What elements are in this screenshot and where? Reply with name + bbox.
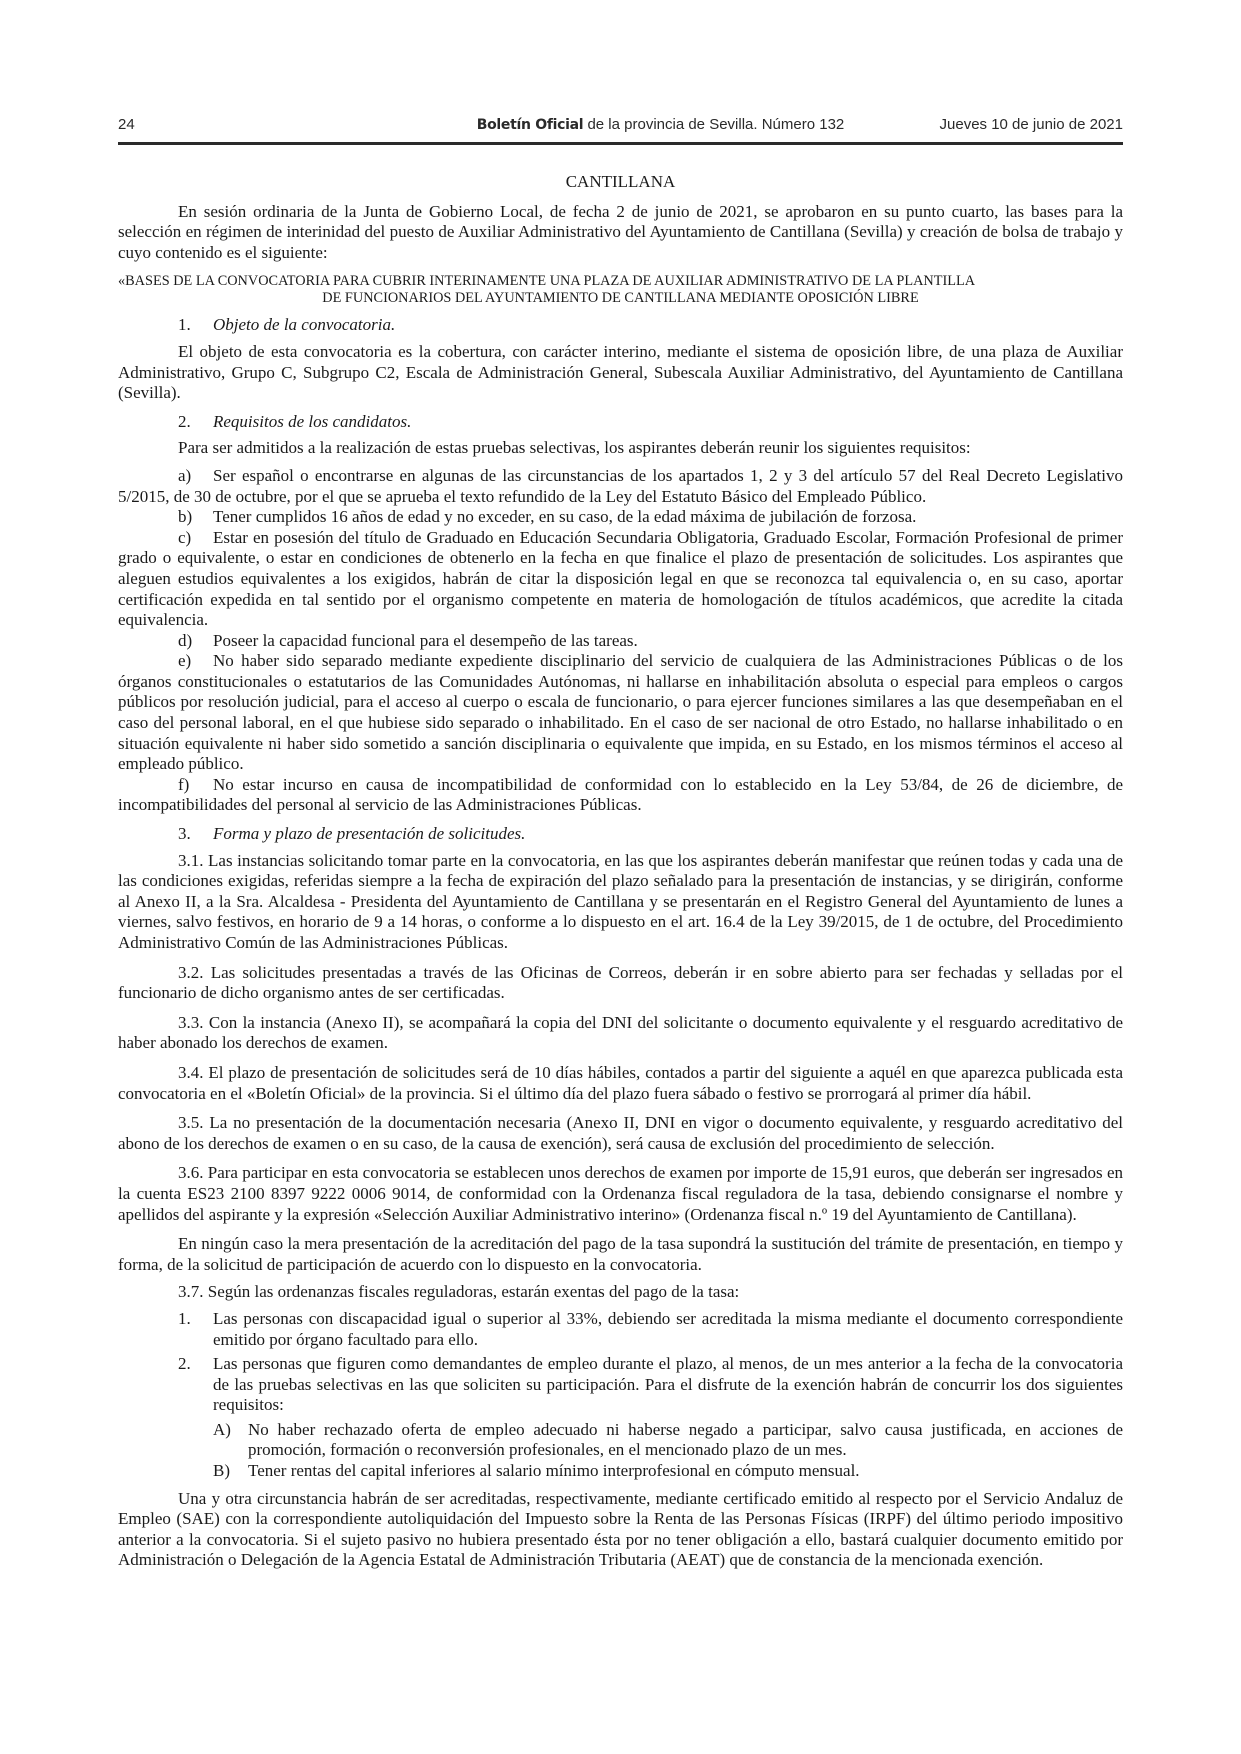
page-number: 24 xyxy=(118,116,135,133)
bases-title-line-2: DE FUNCIONARIOS DEL AYUNTAMIENTO DE CANTILLANA MEDIANTE OPOSICIÓN LIBRE xyxy=(322,290,919,307)
requirement-label: d) xyxy=(178,630,193,650)
exemptions-list xyxy=(118,1309,1123,1482)
sub-requirement-label: A) xyxy=(213,1419,231,1439)
requirement-label: b) xyxy=(178,507,193,527)
section-number: 2. xyxy=(178,411,191,431)
requirement-text: No haber sido separado mediante expediente disciplinario del servicio de cualquiera de las Administraciones Públicas o de los órganos constitucionales o estatutarios de las Comunidades Autónomas, ni hallarse en inhabilitación absoluta o especial para empleos o cargos públicos por resolución judicial, para el acceso al cuerpo o escala de funcionario, o para ejercer funciones similares a las que desempeñaban en el caso del personal laboral, en el que hubiese sido separado o inhabilitado. En el caso de ser nacional de otro Estado, no hallarse inhabilitado o en situación equivalente ni haber sido sometido a sanción disciplinaria o equivalente que impida, en su Estado, en los mismos términos el acceso al empleado público. xyxy=(118,651,1123,774)
requirement-text: Estar en posesión del título de Graduado en Educación Secundaria Obligatoria, Graduado Escolar, Formación Profesional de primer grado o equivalente, o estar en condiciones de obtenerlo en la fecha en que finalice el plazo de presentación de solicitudes. Los aspirantes que aleguen estudios equivalentes a los exigidos, habrán de citar la disposición legal en que se reconozca tal equivalencia o, en su caso, aportar certificación expedida en tal sentido por el organismo competente en materia de homologación de títulos académicos, que acredite la citada equivalencia. xyxy=(118,527,1123,630)
section-heading xyxy=(178,824,1123,845)
sub-requirement-label: B) xyxy=(213,1461,230,1481)
exemption-item xyxy=(118,1354,1123,1416)
section-title: Forma y plazo de presentación de solicitudes. xyxy=(213,824,526,844)
exemption-text: Las personas que figuren como demandantes de empleo durante el plazo, al menos, de un mes anterior a la fecha de la convocatoria de las pruebas selectivas en las que soliciten su participación. Para el disfrute de la exención habrán de concurrir los dos siguientes requisitos: xyxy=(213,1354,1123,1415)
bases-title-line-1: «BASES DE LA CONVOCATORIA PARA CUBRIR INTERINAMENTE UNA PLAZA DE AUXILIAR ADMINISTRATIVO DE LA PLANTILLA xyxy=(118,273,976,290)
section-title: Requisitos de los candidatos. xyxy=(213,411,412,431)
section-number: 3. xyxy=(178,824,191,844)
exemption-number: 2. xyxy=(178,1354,191,1374)
document-body xyxy=(118,172,1123,1571)
requirement-text: No estar incurso en causa de incompatibilidad de conformidad con lo establecido en la Ley 53/84, de 26 de diciembre, de incompatibilidades del personal al servicio de las Administraciones Públicas. xyxy=(118,774,1123,815)
document-title: CANTILLANA xyxy=(565,172,676,191)
section-heading xyxy=(178,412,1123,433)
exemption-number: 1. xyxy=(178,1308,191,1328)
requirement-text: Ser español o encontrarse en algunas de las circunstancias de los apartados 1, 2 y 3 del artículo 57 del Real Decreto Legislativo 5/2015, de 30 de octubre, por el que se aprueba el texto refundido de la Ley del Estatuto Básico del Empleado Público. xyxy=(118,465,1123,506)
section-paragraph: Para ser admitidos a la realización de estas pruebas selectivas, los aspirantes deberán reunir los siguientes requisitos: xyxy=(178,438,971,458)
section-paragraph: 3.6. Para participar en esta convocatoria se establecen unos derechos de examen por importe de 15,91 euros, que deberán ser ingresados en la cuenta ES23 2100 8397 9222 0006 9014, de conformidad con la Ordenanza fiscal reguladora de la tasa, debiendo consignarse el nombre y apellidos del aspirante y la expresión «Selección Auxiliar Administrativo interino» (Ordenanza fiscal n.º 19 del Ayuntamiento de Cantillana). xyxy=(118,1163,1123,1224)
publication-name: Boletín Oficial xyxy=(476,117,584,133)
page-header xyxy=(118,116,1123,136)
closing-paragraph: Una y otra circunstancia habrán de ser acreditadas, respectivamente, mediante certificado emitido al respecto por el Servicio Andaluz de Empleo (SAE) con la correspondiente autoliquidación del Impuesto sobre la Renta de las Personas Físicas (IRPF) del último periodo impositivo anterior a la convocatoria. Si el sujeto pasivo no hubiera presentado ésta por no tener obligación a ello, bastará cualquier documento emitido por Administración o Delegación de la Agencia Estatal de Administración Tributaria (AEAT) que de constancia de la mencionada exención. xyxy=(118,1488,1123,1570)
sub-requirement-text: No haber rechazado oferta de empleo adecuado ni haberse negado a participar, salvo causa justificada, en acciones de promoción, formación o reconversión profesionales, en el mencionado plazo de un mes. xyxy=(248,1419,1123,1460)
section-number: 1. xyxy=(178,315,191,335)
section-paragraph: 3.5. La no presentación de la documentación necesaria (Anexo II, DNI en vigor o documento equivalente, y resguardo acreditativo del abono de los derechos de examen o en su caso, de la causa de exención), será causa de exclusión del procedimiento de selección. xyxy=(118,1113,1123,1153)
requirement-item xyxy=(118,775,1123,816)
exemption-item xyxy=(118,1309,1123,1350)
requirement-item xyxy=(118,507,1123,528)
section-paragraph: 3.2. Las solicitudes presentadas a través de las Oficinas de Correos, deberán ir en sobre abierto para ser fechadas y selladas por el funcionario de dicho organismo antes de ser certificadas. xyxy=(118,962,1123,1003)
section-paragraph: 3.4. El plazo de presentación de solicitudes será de 10 días hábiles, contados a partir del siguiente a aquél en que aparezca publicada esta convocatoria en el «Boletín Oficial» de la provincia. Si el último día del plazo fuera sábado o festivo se prorrogará al primer día hábil. xyxy=(118,1062,1123,1103)
section-paragraph: 3.1. Las instancias solicitando tomar parte en la convocatoria, en las que los aspirantes deberán manifestar que reúnen todas y cada una de las condiciones exigidas, referidas siempre a la fecha de expiración del plazo señalado para la presentación de instancias, y se dirigirán, conforme al Anexo II, a la Sra. Alcaldesa - Presidenta del Ayuntamiento de Cantillana y se presentarán en el Registro General del Ayuntamiento de lunes a viernes, salvo festivos, en horario de 9 a 14 horas, o conforme a lo dispuesto en el art. 16.4 de la Ley 39/2015, de 1 de octubre, del Procedimiento Administrativo Común de las Administraciones Públicas. xyxy=(118,850,1123,952)
bases-title xyxy=(118,273,1123,307)
publication-date: Jueves 10 de junio de 2021 xyxy=(939,116,1123,133)
requirement-label: e) xyxy=(178,651,192,671)
intro-paragraph: En sesión ordinaria de la Junta de Gobierno Local, de fecha 2 de junio de 2021, se aprobaron en su punto cuarto, las bases para la selección en régimen de interinidad del puesto de Auxiliar Administrativo del Ayuntamiento de Cantillana (Sevilla) y creación de bolsa de trabajo y cuyo contenido es el siguiente: xyxy=(118,201,1123,262)
requirement-item xyxy=(118,466,1123,507)
sub-requirement-item xyxy=(118,1461,1123,1482)
header-divider xyxy=(118,142,1123,145)
requirement-text: Poseer la capacidad funcional para el desempeño de las tareas. xyxy=(213,630,638,650)
requirement-label: c) xyxy=(178,527,192,547)
section-title: Objeto de la convocatoria. xyxy=(213,315,396,335)
requirement-item xyxy=(118,651,1123,775)
sub-requirement-text: Tener rentas del capital inferiores al salario mínimo interprofesional en cómputo mensual. xyxy=(248,1461,860,1481)
requirement-item xyxy=(118,528,1123,631)
section-paragraph: En ningún caso la mera presentación de la acreditación del pago de la tasa supondrá la sustitución del trámite de presentación, en tiempo y forma, de la solicitud de participación de acuerdo con lo dispuesto en la convocatoria. xyxy=(118,1234,1123,1274)
requirement-label: a) xyxy=(178,465,192,485)
exemptions-intro: 3.7. Según las ordenanzas fiscales reguladoras, estarán exentas del pago de la tasa: xyxy=(178,1282,740,1302)
requirement-text: Tener cumplidos 16 años de edad y no exceder, en su caso, de la edad máxima de jubilación de forzosa. xyxy=(213,507,917,527)
exemption-text: Las personas con discapacidad igual o superior al 33%, debiendo ser acreditada la misma mediante el documento correspondiente emitido por órgano facultado para ello. xyxy=(213,1308,1123,1349)
requirements-list xyxy=(118,466,1123,816)
sub-requirement-item xyxy=(118,1420,1123,1461)
publication-subtitle: de la provincia de Sevilla. Número 132 xyxy=(583,116,845,133)
section-paragraph: El objeto de esta convocatoria es la cobertura, con carácter interino, mediante el sistema de oposición libre, de una plaza de Auxiliar Administrativo, Grupo C, Subgrupo C2, Escala de Administración General, Subescala Auxiliar Administrativo, del Ayuntamiento de Cantillana (Sevilla). xyxy=(118,341,1123,403)
section-heading xyxy=(178,315,1123,336)
requirement-item xyxy=(118,631,1123,652)
requirement-label: f) xyxy=(178,774,190,794)
section-paragraph: 3.3. Con la instancia (Anexo II), se acompañará la copia del DNI del solicitante o documento equivalente y el resguardo acreditativo de haber abonado los derechos de examen. xyxy=(118,1012,1123,1053)
